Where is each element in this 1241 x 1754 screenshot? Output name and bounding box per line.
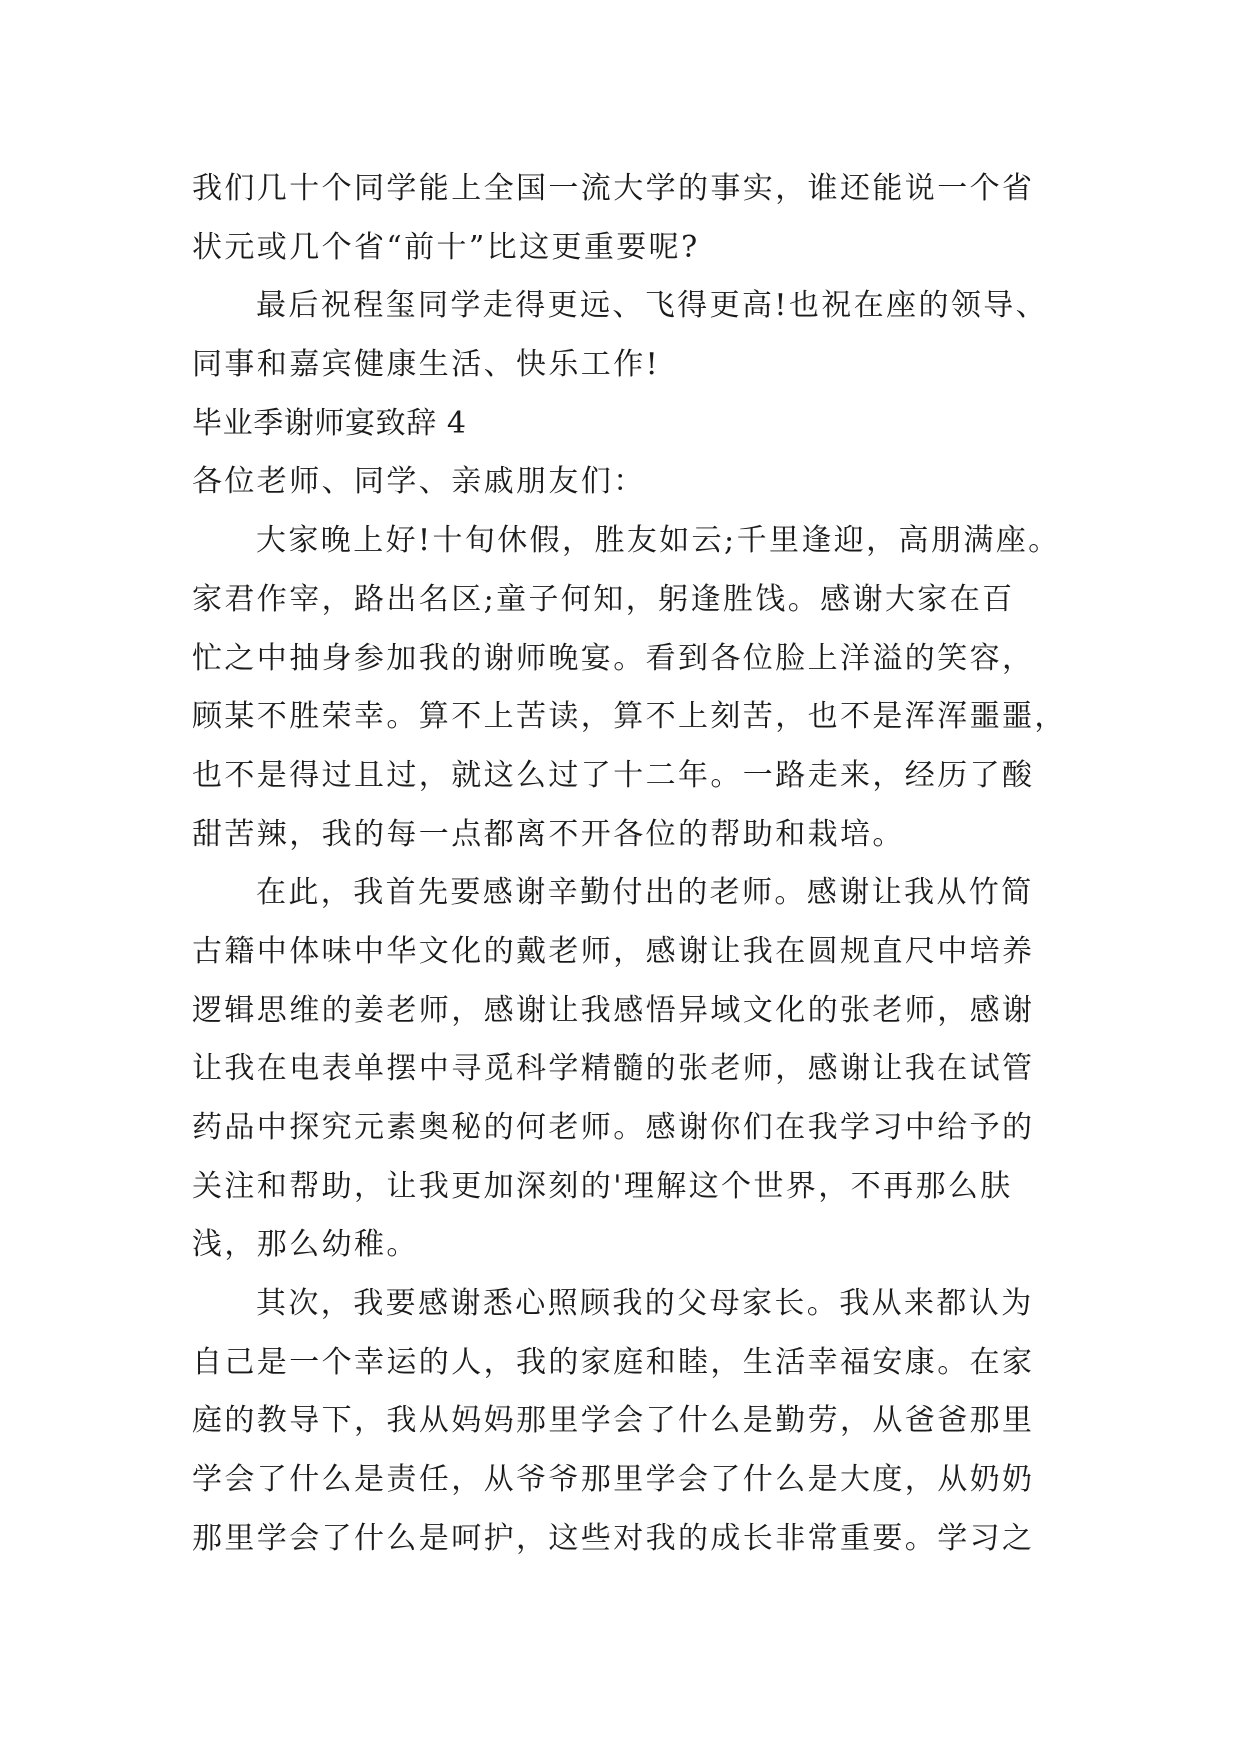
- text-line-24: 那里学会了什么是呵护，这些对我的成长非常重要。学习之: [192, 1520, 1035, 1556]
- paragraph-greeting: 大家晚上好!十旬休假，胜友如云;千里逢迎，高朋满座。: [256, 523, 1061, 559]
- text-line-16: 让我在电表单摆中寻觅科学精髓的张老师，感谢让我在试管: [192, 1051, 1035, 1087]
- salutation: 各位老师、同学、亲戚朋友们：: [192, 464, 646, 500]
- document-body: [192, 160, 1070, 1569]
- text-line-2: 状元或几个省“前十”比这更重要呢?: [192, 229, 700, 265]
- text-line-18: 关注和帮助，让我更加深刻的'理解这个世界，不再那么肤: [192, 1168, 1013, 1204]
- paragraph-closing-wishes: 最后祝程玺同学走得更远、飞得更高!也祝在座的领导、: [256, 288, 1049, 324]
- text-line-9: 忙之中抽身参加我的谢师晚宴。看到各位脸上洋溢的笑容，: [192, 640, 1035, 676]
- text-line-12: 甜苦辣，我的每一点都离不开各位的帮助和栽培。: [192, 816, 905, 852]
- text-line-15: 逻辑思维的姜老师，感谢让我感悟异域文化的张老师，感谢: [192, 992, 1035, 1028]
- section-heading: 毕业季谢师宴致辞 4: [192, 405, 467, 441]
- text-line-10: 顾某不胜荣幸。算不上苦读，算不上刻苦，也不是浑浑噩噩，: [192, 699, 1067, 735]
- paragraph-thank-teachers: 在此，我首先要感谢辛勤付出的老师。感谢让我从竹简: [256, 875, 1034, 911]
- text-line-11: 也不是得过且过，就这么过了十二年。一路走来，经历了酸: [192, 757, 1035, 793]
- text-line-1: 我们几十个同学能上全国一流大学的事实，谁还能说一个省: [192, 171, 1035, 206]
- text-line-17: 药品中探究元素奥秘的何老师。感谢你们在我学习中给予的: [192, 1110, 1035, 1145]
- text-line-8: 家君作宰，路出名区;童子何知，躬逢胜饯。感谢大家在百: [192, 581, 1015, 617]
- text-line-22: 庭的教导下，我从妈妈那里学会了什么是勤劳，从爸爸那里: [192, 1403, 1035, 1439]
- text-line-23: 学会了什么是责任，从爷爷那里学会了什么是大度，从奶奶: [192, 1462, 1035, 1498]
- text-line-21: 自己是一个幸运的人，我的家庭和睦，生活幸福安康。在家: [192, 1344, 1035, 1380]
- paragraph-thank-parents: 其次，我要感谢悉心照顾我的父母家长。我从来都认为: [256, 1286, 1034, 1322]
- text-line-4: 同事和嘉宾健康生活、快乐工作!: [192, 347, 661, 383]
- text-line-14: 古籍中体味中华文化的戴老师，感谢让我在圆规直尺中培养: [192, 933, 1035, 969]
- text-line-19: 浅，那么幼稚。: [192, 1227, 419, 1263]
